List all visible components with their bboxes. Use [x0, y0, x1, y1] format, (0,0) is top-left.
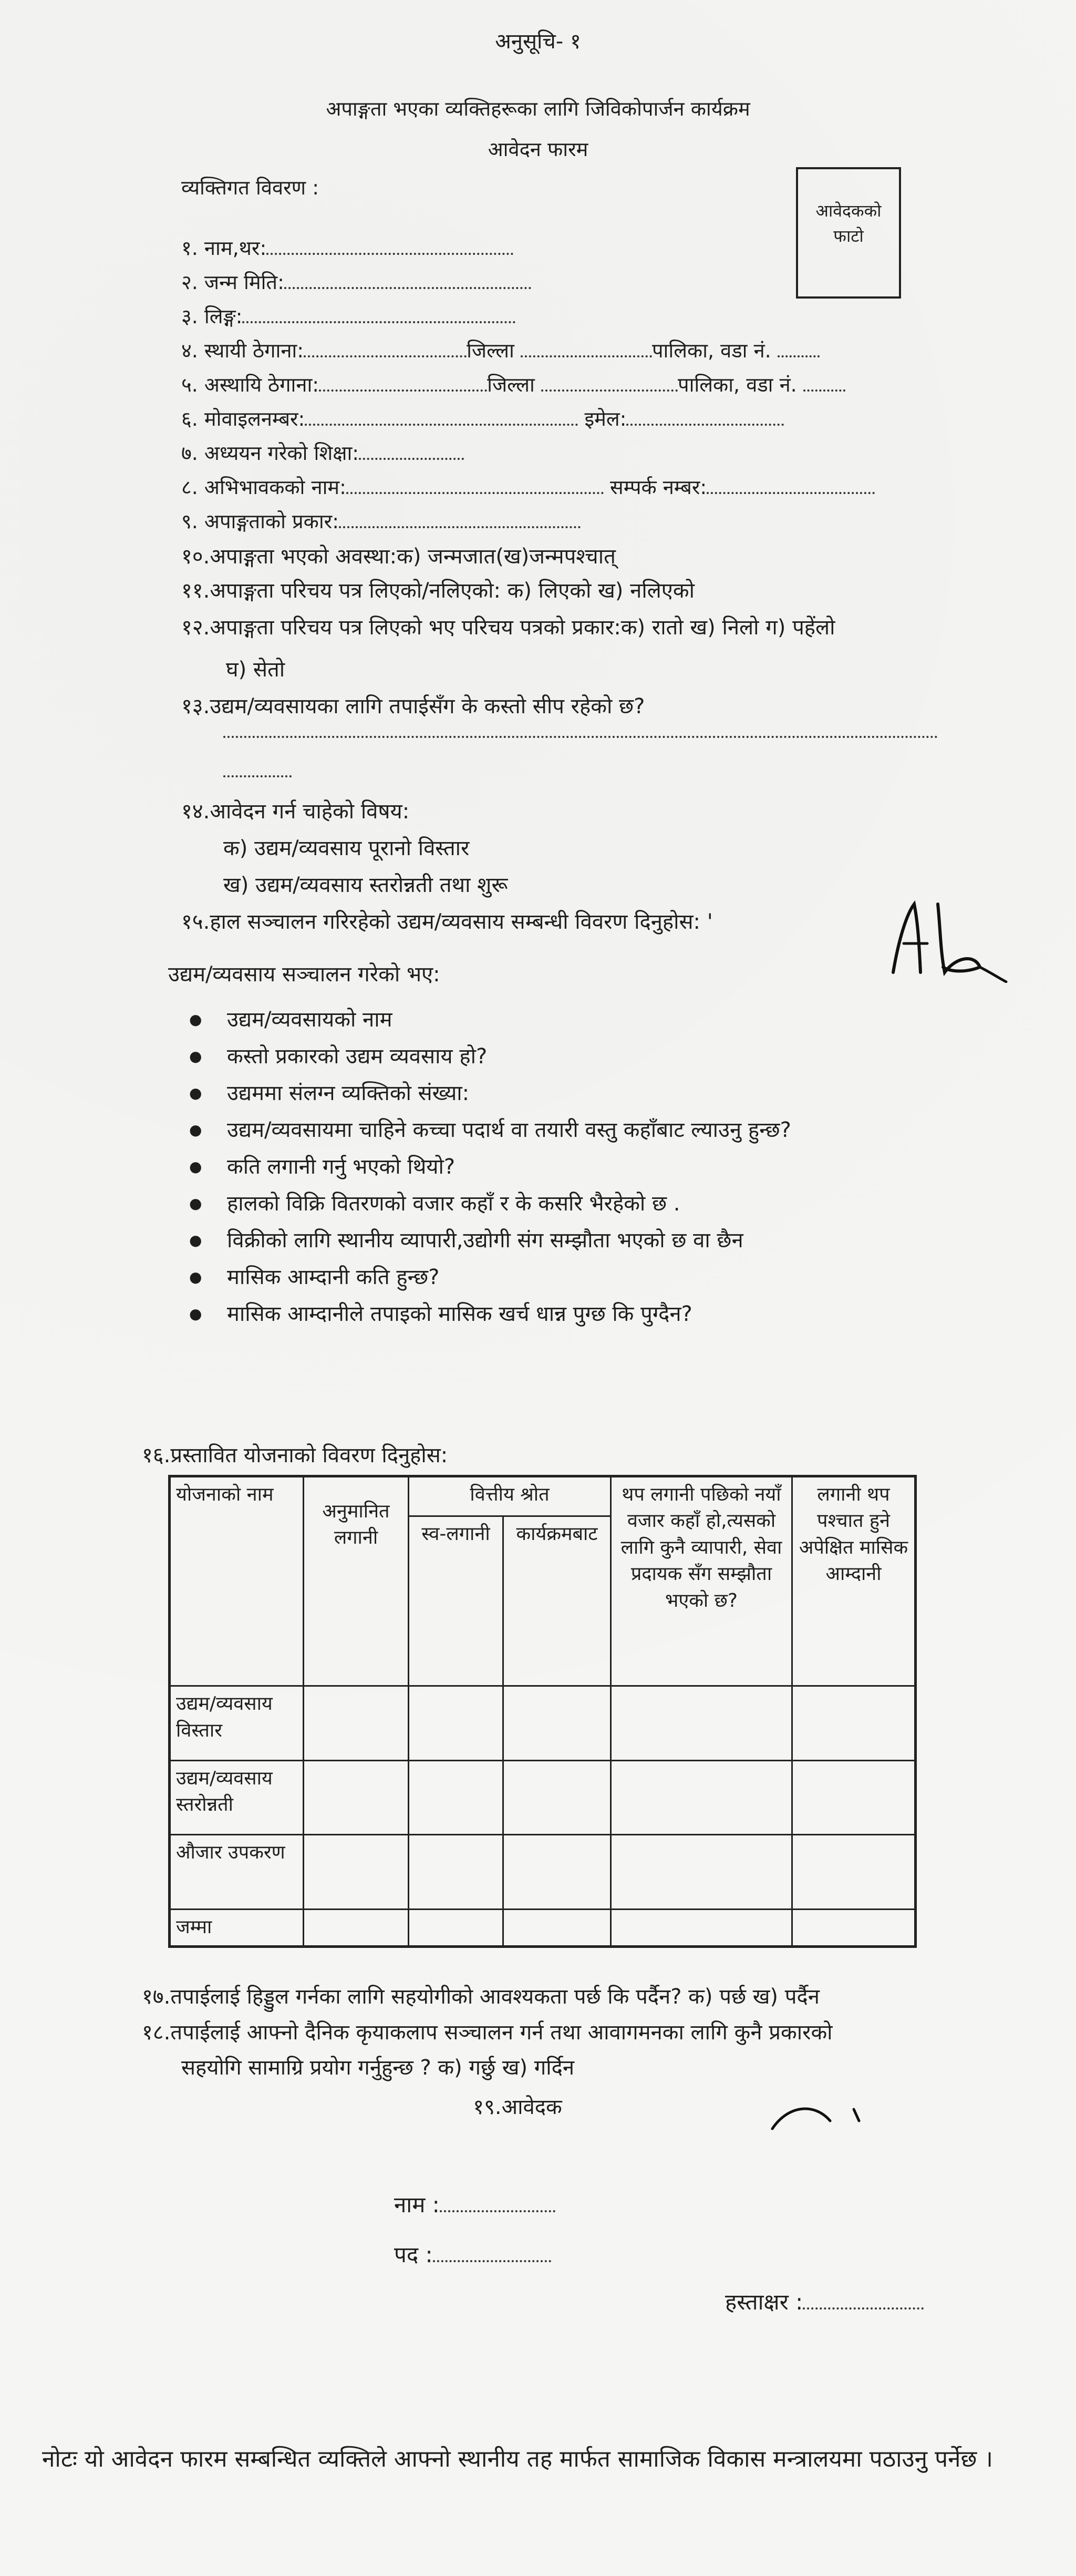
table-cell[interactable]: [304, 1760, 409, 1835]
table-row: [170, 1909, 916, 1946]
applicant-signature-label: हस्ताक्षर :: [725, 2289, 803, 2315]
table-row: [170, 1760, 916, 1835]
table-cell[interactable]: [409, 1835, 503, 1910]
table-cell[interactable]: [503, 1686, 611, 1761]
temporary-address-label: ५. अस्थायि ठेगाना:: [181, 373, 319, 396]
field-gender-line[interactable]: [242, 305, 515, 323]
list-item: ● उद्यम/व्यवसायमा चाहिने कच्चा पदार्थ वा तयारी वस्तु कहाँबाट ल्याउनु हुन्छ?: [189, 1112, 791, 1148]
list-item: ● मासिक आम्दानीले तपाइको मासिक खर्च धान्न पुग्छ कि पुग्दैन?: [189, 1296, 791, 1332]
footer-note: नोटः यो आवेदन फारम सम्बन्धित व्यक्तिले आफ्नो स्थानीय तह मार्फत सामाजिक विकास मन्त्रालयमा पठाउनु पर्नेछ ।: [42, 2446, 993, 2472]
field-name-label: १. नाम,थर:: [181, 237, 267, 260]
field-permanent-address: [181, 339, 820, 363]
list-item: ● मासिक आम्दानी कति हुन्छ?: [189, 1259, 791, 1296]
disability-type-line[interactable]: [339, 510, 581, 528]
permanent-address-line[interactable]: [304, 340, 467, 357]
table-cell[interactable]: [409, 1909, 503, 1946]
field-skills: १३.उद्यम/व्यवसायका लागि तपाईसँग के कस्तो सीप रहेको छ?: [181, 694, 645, 719]
row-label: उद्यम/व्यवसाय स्तरोन्नती: [170, 1760, 304, 1835]
header-plan-name: योजनाको नाम: [170, 1476, 304, 1686]
question-mobility-help: १७.तपाईलाई हिड्डुल गर्नका लागि सहयोगीको आवश्यकता पर्छ कि पर्दैन? क) पर्छ ख) पर्दैन: [142, 1985, 820, 2009]
email-line[interactable]: [626, 408, 784, 426]
mobile-line[interactable]: [305, 408, 578, 426]
permanent-municipality-label: पालिका, वडा नं.: [651, 339, 771, 362]
field-disability-state: १०.अपाङ्गता भएको अवस्था:क) जन्मजात(ख)जन्मपश्चात्: [181, 545, 616, 569]
business-questions-list: [189, 1001, 791, 1332]
temporary-municipality-label: पालिका, वडा नं.: [678, 373, 797, 396]
list-item: ● उद्यम/व्यवसायको नाम: [189, 1001, 791, 1038]
field-gender: [181, 305, 515, 329]
field-name-line[interactable]: [266, 237, 513, 255]
applicant-post-line[interactable]: [433, 2244, 551, 2262]
header-financial-source: वित्तीय श्रोत: [409, 1476, 611, 1516]
table-cell[interactable]: [611, 1835, 792, 1910]
header-from-program: कार्यक्रमबाट: [503, 1516, 611, 1686]
question-assistive-device-options: सहयोगि सामाग्रि प्रयोग गर्नुहुन्छ ? क) गर्छु ख) गर्दिन: [181, 2056, 575, 2080]
header-expected-income: लगानी थप पश्चात हुने अपेक्षित मासिक आम्दानी: [792, 1476, 916, 1686]
plan-section-title: १६.प्रस्तावित योजनाको विवरण दिनुहोस:: [142, 1443, 448, 1467]
applicant-post-field: [394, 2242, 551, 2268]
temporary-district-label: जिल्ला: [487, 373, 535, 396]
table-cell[interactable]: [409, 1760, 503, 1835]
personal-section-title: व्यक्तिगत विवरण :: [181, 176, 319, 199]
header-estimated-investment: अनुमानित लगानी: [304, 1476, 409, 1686]
question-assistive-device: १८.तपाईलाई आफ्नो दैनिक कृयाकलाप सञ्चालन गर्न तथा आवागमनका लागि कुनै प्रकारको: [142, 2020, 833, 2045]
field-id-card-type: १२.अपाङ्गता परिचय पत्र लिएको भए परिचय पत्रको प्रकार:क) रातो ख) निलो ग) पहेंलो: [181, 615, 835, 640]
field-mobile: [181, 407, 784, 432]
table-cell[interactable]: [792, 1686, 916, 1761]
field-dob: [181, 271, 531, 295]
guardian-line[interactable]: [346, 476, 604, 494]
field-dob-line[interactable]: [284, 271, 531, 289]
field-id-card-type-d: घ) सेतो: [226, 658, 285, 682]
permanent-address-label: ४. स्थायी ठेगाना:: [181, 339, 304, 362]
field-id-card-status: ११.अपाङ्गता परिचय पत्र लिएको/नलिएको: क) लिएको ख) नलिएको: [181, 579, 695, 603]
education-label: ७. अध्ययन गरेको शिक्षा:: [181, 442, 359, 465]
form-title: आवेदन फारम: [488, 138, 588, 161]
table-cell[interactable]: [611, 1909, 792, 1946]
contact-line[interactable]: [707, 476, 875, 494]
row-label: औजार उपकरण: [170, 1835, 304, 1910]
table-cell[interactable]: [304, 1909, 409, 1946]
table-cell[interactable]: [304, 1686, 409, 1761]
applicant-signature-line[interactable]: [803, 2292, 924, 2310]
permanent-ward-line[interactable]: [778, 340, 820, 357]
row-label: जम्मा: [170, 1909, 304, 1946]
pen-mark: [767, 2100, 872, 2131]
table-cell[interactable]: [503, 1760, 611, 1835]
table-cell[interactable]: [409, 1686, 503, 1761]
plan-table: [168, 1475, 917, 1948]
temporary-district-line[interactable]: [541, 374, 678, 392]
annex-label: अनुसूचि- १: [495, 29, 581, 54]
table-row: [170, 1835, 916, 1910]
subject-option-a: क) उद्यम/व्यवसाय पूरानो विस्तार: [223, 836, 470, 860]
applicant-name-field: [394, 2192, 555, 2218]
field-guardian: [181, 476, 875, 500]
guardian-label: ८. अभिभावकको नाम:: [181, 476, 346, 499]
email-label: इमेल:: [584, 407, 627, 430]
photo-box: [796, 167, 901, 299]
list-item: ● विक्रीको लागि स्थानीय व्यापारी,उद्योगी संग सम्झौता भएको छ वा छैन: [189, 1222, 791, 1259]
field-application-subject: १४.आवेदन गर्न चाहेको विषय:: [181, 799, 410, 824]
table-cell[interactable]: [792, 1835, 916, 1910]
temporary-ward-line[interactable]: [803, 374, 845, 392]
table-cell[interactable]: [304, 1835, 409, 1910]
applicant-name-label: नाम :: [394, 2192, 440, 2218]
field-name: [181, 237, 513, 261]
table-cell[interactable]: [792, 1760, 916, 1835]
applicant-post-label: पद :: [394, 2242, 433, 2267]
field-disability-type: [181, 510, 581, 534]
applicant-name-line[interactable]: [440, 2194, 555, 2212]
skills-answer-line-1[interactable]: [223, 736, 938, 738]
permanent-district-label: जिल्ला: [467, 339, 514, 362]
field-education: [181, 442, 464, 466]
table-cell[interactable]: [792, 1909, 916, 1946]
handwritten-initials: [888, 894, 1014, 983]
table-cell[interactable]: [611, 1760, 792, 1835]
contact-label: सम्पर्क नम्बर:: [610, 476, 707, 499]
table-cell[interactable]: [503, 1835, 611, 1910]
applicant-signature-field: [725, 2289, 924, 2315]
table-cell[interactable]: [611, 1686, 792, 1761]
list-item: ● कति लगानी गर्नु भएको थियो?: [189, 1148, 791, 1185]
field-gender-label: ३. लिङ्ग:: [181, 305, 243, 328]
list-item: ● कस्तो प्रकारको उद्यम व्यवसाय हो?: [189, 1038, 791, 1075]
subject-option-b: ख) उद्यम/व्यवसाय स्तरोन्नती तथा शुरू: [223, 873, 508, 897]
list-item: ● हालको विक्रि वितरणको वजार कहाँ र के कसरि भैरहेको छ .: [189, 1185, 791, 1222]
permanent-district-line[interactable]: [521, 340, 652, 357]
business-section-title: उद्यम/व्यवसाय सञ्चालन गरेको भए:: [168, 962, 440, 987]
program-title: अपाङ्गता भएका व्यक्तिहरूका लागि जिविकोपार्जन कार्यक्रम: [326, 97, 750, 120]
table-row: [170, 1686, 916, 1761]
photo-box-label: आवेदकको फाटो: [815, 201, 882, 246]
education-line[interactable]: [359, 442, 464, 460]
row-label: उद्यम/व्यवसाय विस्तार: [170, 1686, 304, 1761]
list-item: ● उद्यममा संलग्न व्यक्तिको संख्या:: [189, 1075, 791, 1112]
disability-type-label: ९. अपाङ्गताको प्रकार:: [181, 510, 339, 533]
header-market-question: थप लगानी पछिको नयाँ वजार कहाँ हो,त्यसको लागि कुनै व्यापारी, सेवा प्रदायक सँग सम्झौता भएको छ?: [611, 1476, 792, 1686]
field-temporary-address: [181, 373, 845, 397]
temporary-address-line[interactable]: [319, 374, 487, 392]
applicant-heading: १९.आवेदक: [473, 2095, 562, 2119]
skills-answer-line-2[interactable]: [223, 775, 292, 777]
field-current-business: १५.हाल सञ्चालन गरिरहेको उद्यम/व्यवसाय सम्बन्धी विवरण दिनुहोस: ': [181, 910, 713, 934]
table-cell[interactable]: [503, 1909, 611, 1946]
mobile-label: ६. मोवाइलनम्बर:: [181, 407, 305, 430]
field-dob-label: २. जन्म मिति:: [181, 271, 284, 294]
header-self-investment: स्व-लगानी: [409, 1516, 503, 1686]
